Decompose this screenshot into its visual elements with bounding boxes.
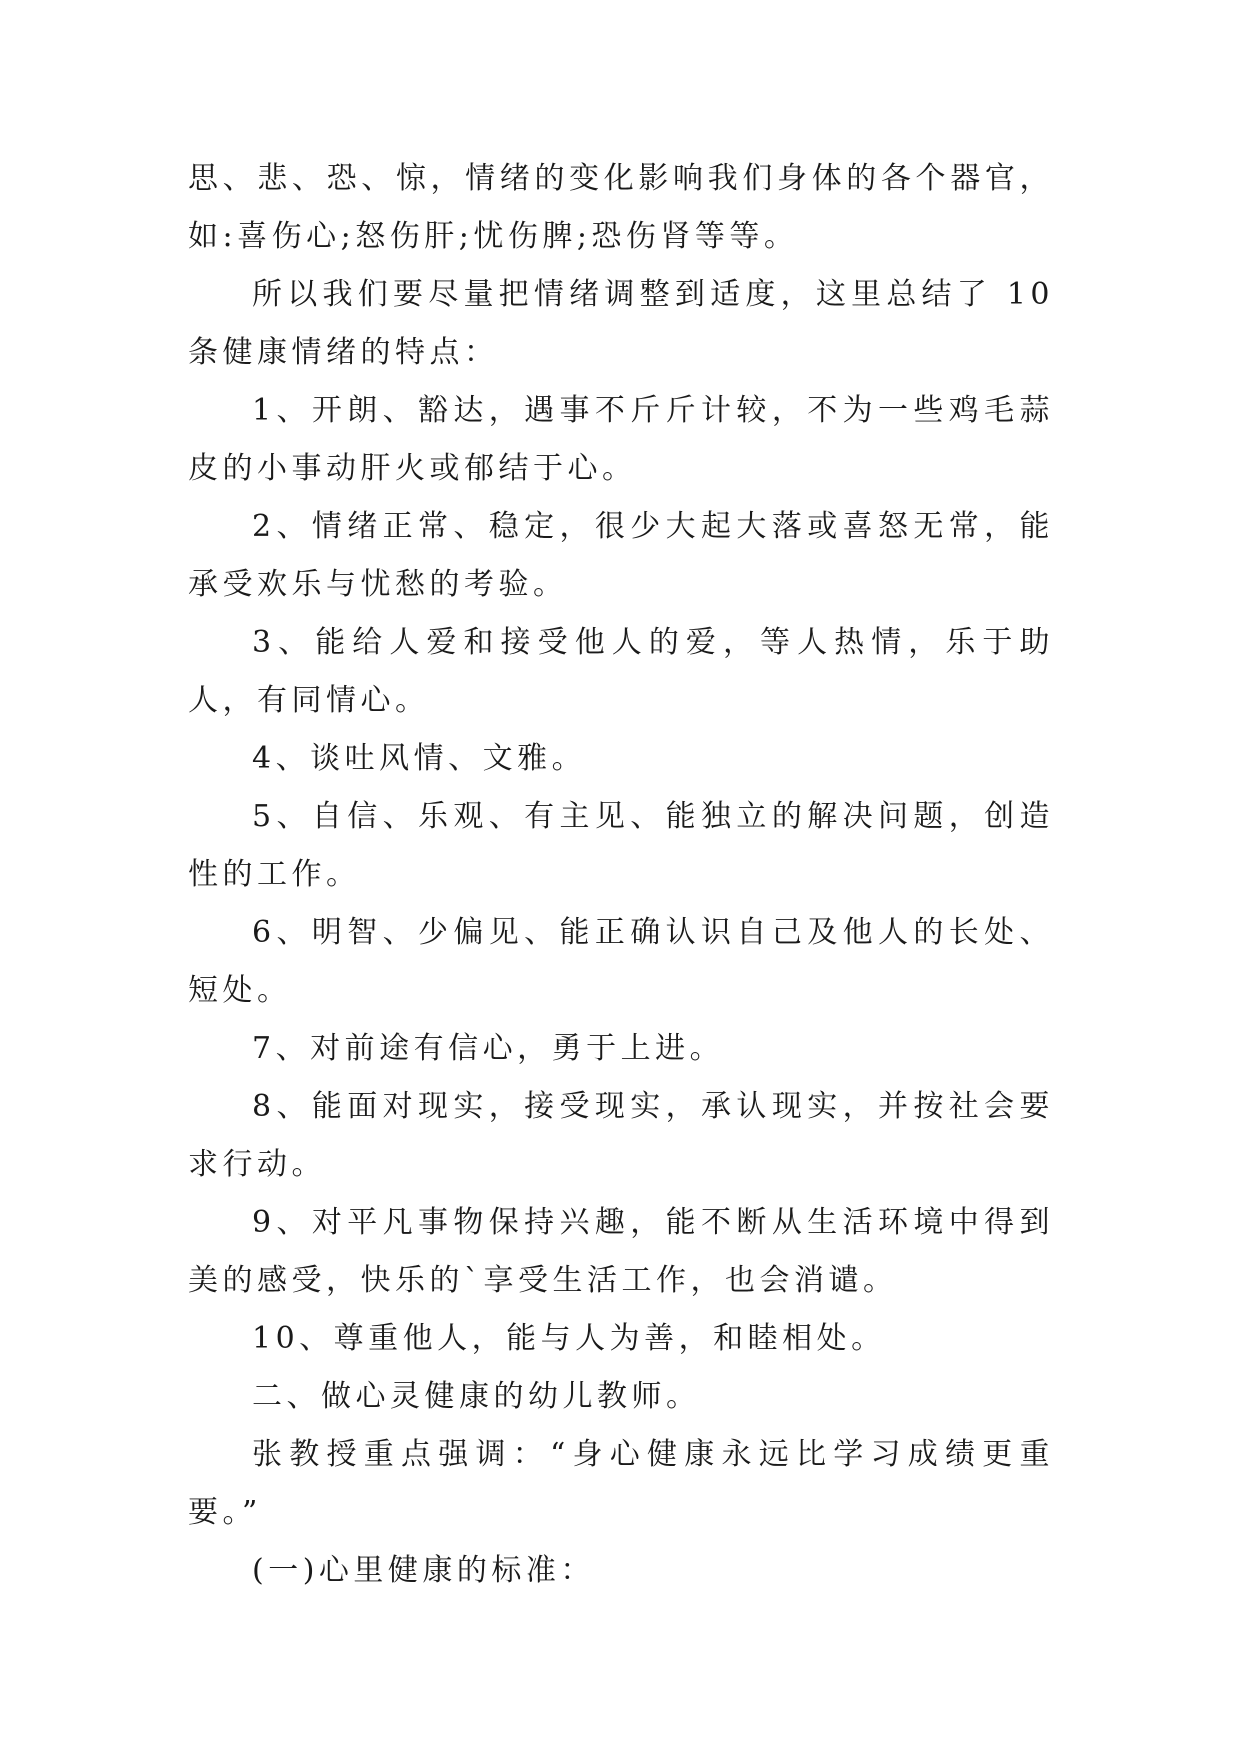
list-item: 6、明智、少偏见、能正确认识自己及他人的长处、短处。 [188,915,1054,1008]
list-item: 7、对前途有信心，勇于上进。 [252,1031,725,1066]
paragraph: 思、悲、恐、惊，情绪的变化影响我们身体的各个器官，如:喜伤心;怒伤肝;忧伤脾;恐伤肾等等。 [188,161,1054,254]
list-item: 1、开朗、豁达，遇事不斤斤计较，不为一些鸡毛蒜皮的小事动肝火或郁结于心。 [188,393,1054,486]
section-heading: 二、做心灵健康的幼儿教师。 [252,1379,701,1414]
list-item: 9、对平凡事物保持兴趣，能不断从生活环境中得到美的感受，快乐的`享受生活工作，也会消谴。 [188,1205,1054,1298]
list-item: 4、谈吐风情、文雅。 [252,741,587,776]
subsection-heading: (一)心里健康的标准： [252,1553,595,1588]
list-item: 3、能给人爱和接受他人的爱，等人热情，乐于助人，有同情心。 [188,625,1054,718]
document-body [188,150,1054,1600]
list-item: 8、能面对现实，接受现实，承认现实，并按社会要求行动。 [188,1089,1054,1182]
list-item: 2、情绪正常、稳定，很少大起大落或喜怒无常，能承受欢乐与忧愁的考验。 [188,509,1054,602]
paragraph: 张教授重点强调：“身心健康永远比学习成绩更重要。” [188,1437,1054,1530]
list-item: 10、尊重他人，能与人为善，和睦相处。 [252,1321,886,1356]
paragraph: 所以我们要尽量把情绪调整到适度，这里总结了 10 条健康情绪的特点： [188,277,1054,370]
list-item: 5、自信、乐观、有主见、能独立的解决问题，创造性的工作。 [188,799,1054,892]
